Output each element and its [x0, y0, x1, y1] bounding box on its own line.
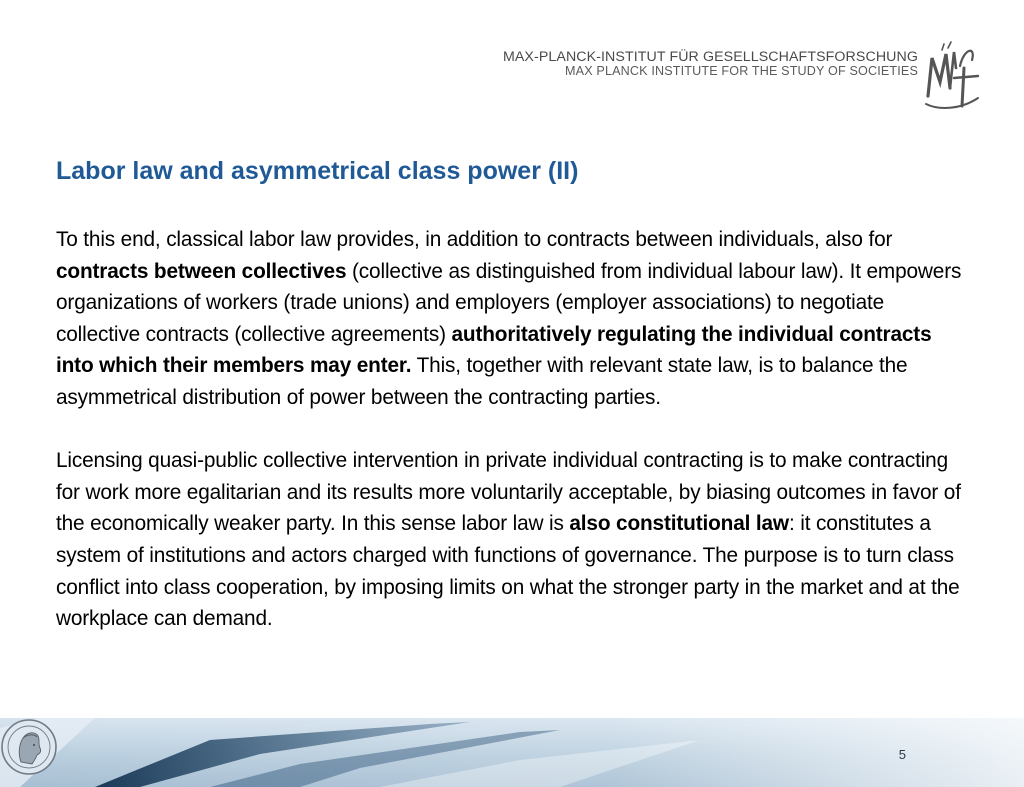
minerva-seal-icon: [0, 718, 58, 776]
paragraph-1: [56, 224, 968, 414]
page-number: 5: [898, 747, 906, 762]
paragraph-1-bold-2: authoritatively regulating the individual contracts into which their members may enter.: [56, 322, 932, 378]
paragraph-2-text-2: : it constitutes a system of institutions and actors charged with functions of governance. The purpose is to turn class conflict into class cooperation, by imposing limits on what the stronger party in the market and at the workplace can demand.: [56, 512, 960, 631]
institute-name-german: MAX-PLANCK-INSTITUT FÜR GESELLSCHAFTSFORSCHUNG: [502, 49, 918, 65]
mpifg-monogram-icon: [920, 38, 984, 112]
paragraph-2-bold-1: also constitutional law: [569, 512, 789, 536]
paragraph-1-bold-1: contracts between collectives: [56, 259, 347, 283]
paragraph-1-text-1: To this end, classical labor law provides, in addition to contracts between individuals, also for: [56, 228, 893, 251]
slide-body: [56, 224, 968, 635]
institute-name-english: MAX PLANCK INSTITUTE FOR THE STUDY OF SOCIETIES: [565, 64, 918, 78]
paragraph-2-text-1: Licensing quasi-public collective intervention in private individual contracting is to make contracting for work more egalitarian and its results more voluntarily acceptable, by biasing outcomes in favor of the economically weaker party. In this sense labor law is: [56, 449, 961, 536]
footer-band: [0, 718, 1024, 787]
paragraph-2: [56, 445, 968, 635]
paragraph-1-text-2: (collective as distinguished from individual labour law). It empowers organizations of workers (trade unions) and employers (employer associations) to negotiate collective contracts (collective agreements): [56, 259, 962, 346]
footer-decoration: [0, 718, 1024, 787]
slide-title: Labor law and asymmetrical class power (II): [56, 157, 579, 185]
slide-header: [0, 0, 1024, 120]
paragraph-1-text-3: This, together with relevant state law, is to balance the asymmetrical distribution of power between the contracting parties.: [56, 354, 908, 409]
